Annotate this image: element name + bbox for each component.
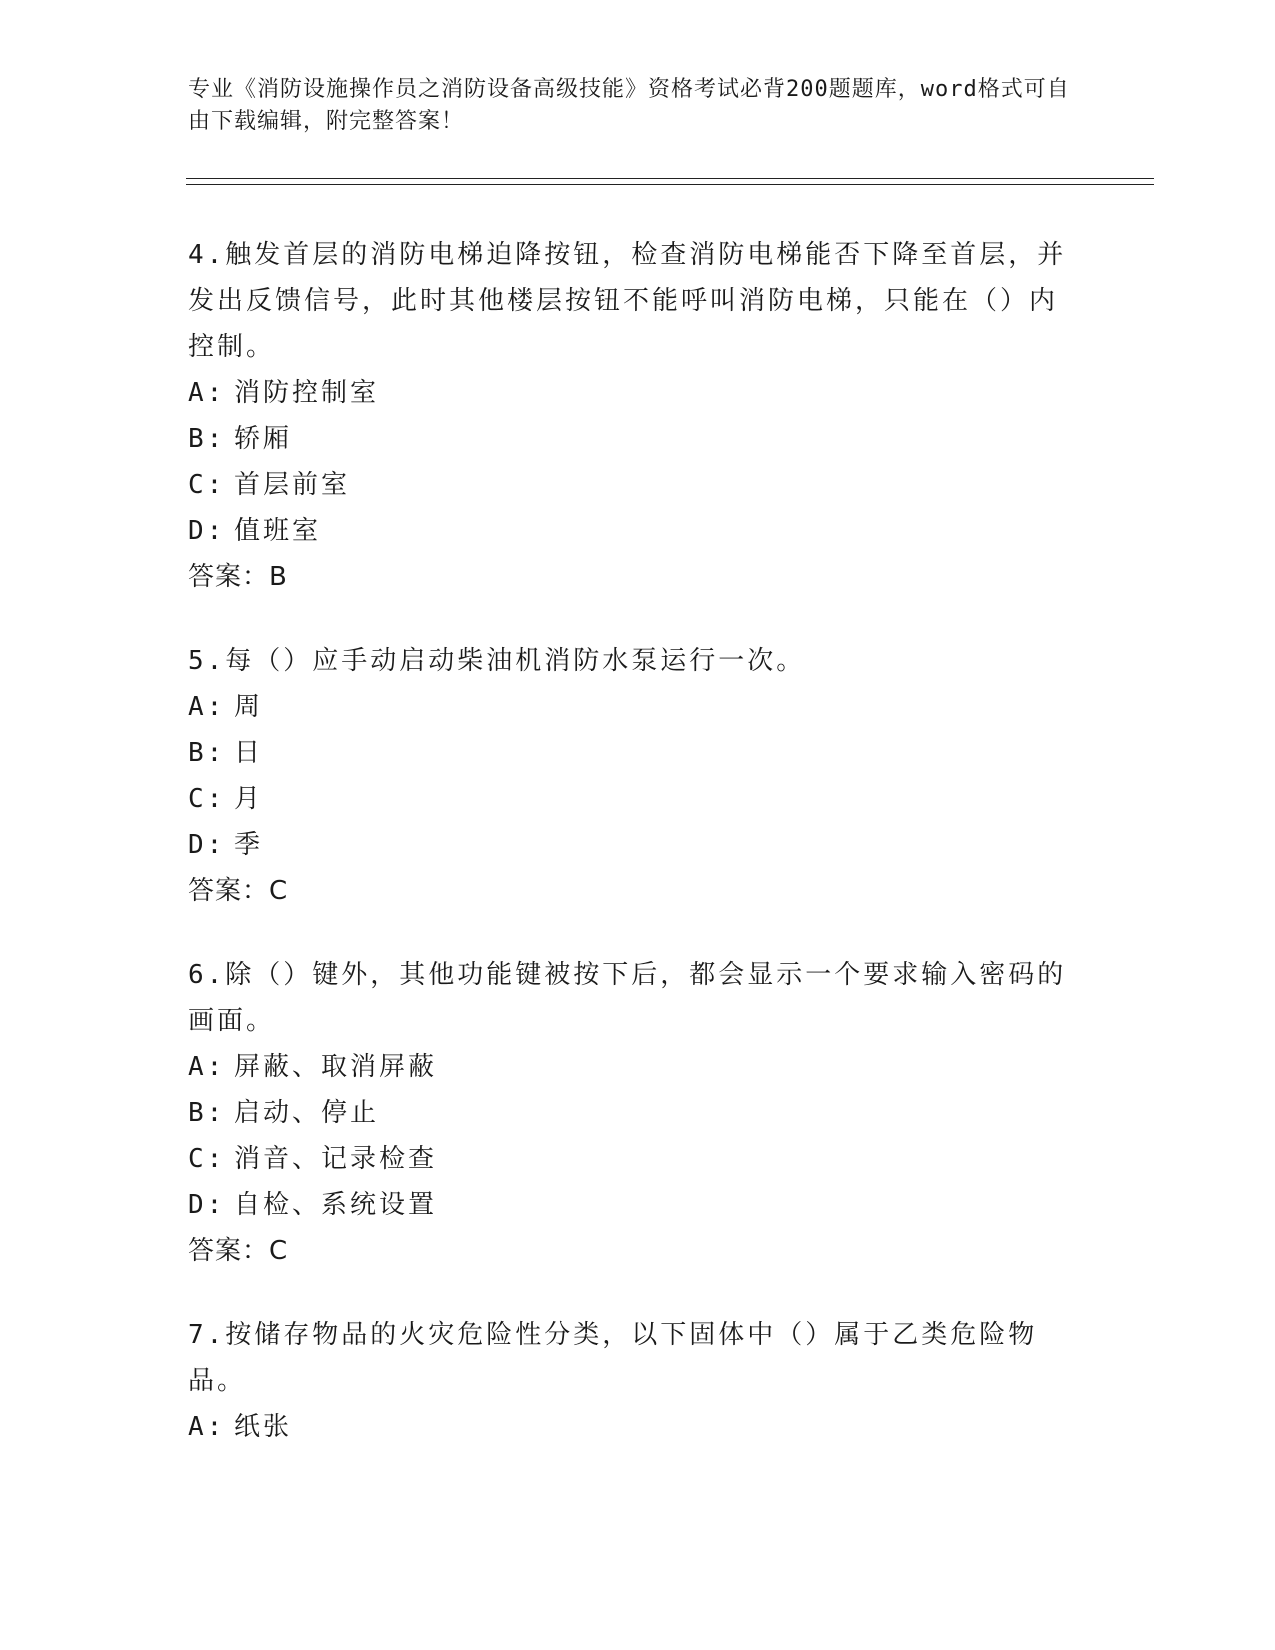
- option-text: 启动、停止: [234, 1098, 380, 1128]
- option-text: 首层前室: [234, 470, 351, 500]
- option-text: 消防控制室: [234, 378, 380, 408]
- document-header: 专业《消防设施操作员之消防设备高级技能》资格考试必背200题题库，word格式可自由下载编辑，附完整答案！: [188, 77, 1070, 134]
- option-text: 轿厢: [234, 424, 293, 454]
- option-a: [188, 1044, 1068, 1090]
- question-6: [188, 952, 1068, 1274]
- option-b: [188, 730, 1068, 776]
- option-b: [188, 1090, 1068, 1136]
- answer: 答案：B: [188, 562, 288, 592]
- option-a: [188, 1404, 1068, 1450]
- option-c: [188, 1136, 1068, 1182]
- question-5: [188, 638, 1068, 914]
- option-text: 屏蔽、取消屏蔽: [234, 1052, 438, 1082]
- header-divider-top: [186, 178, 1154, 179]
- option-a: [188, 370, 1068, 416]
- option-c: [188, 776, 1068, 822]
- option-label: D:: [188, 1190, 226, 1220]
- question-list: [188, 232, 1068, 1488]
- option-a: [188, 684, 1068, 730]
- option-d: [188, 1182, 1068, 1228]
- option-label: A:: [188, 1052, 226, 1082]
- question-4: [188, 232, 1068, 600]
- option-label: C:: [188, 470, 226, 500]
- option-text: 纸张: [234, 1412, 293, 1442]
- option-c: [188, 462, 1068, 508]
- question-text: 6.除（）键外，其他功能键被按下后，都会显示一个要求输入密码的画面。: [188, 960, 1067, 1036]
- option-label: C:: [188, 784, 226, 814]
- question-text: 5.每（）应手动启动柴油机消防水泵运行一次。: [188, 646, 806, 676]
- question-text: 7.按储存物品的火灾危险性分类，以下固体中（）属于乙类危险物品。: [188, 1320, 1038, 1396]
- option-text: 周: [234, 692, 264, 722]
- option-label: A:: [188, 1412, 226, 1442]
- answer: 答案：C: [188, 1236, 289, 1266]
- option-label: D:: [188, 516, 226, 546]
- option-label: B:: [188, 738, 226, 768]
- option-text: 日: [234, 738, 264, 768]
- question-7: [188, 1312, 1068, 1450]
- option-label: C:: [188, 1144, 226, 1174]
- option-b: [188, 416, 1068, 462]
- option-text: 季: [234, 830, 264, 860]
- option-text: 值班室: [234, 516, 322, 546]
- answer: 答案：C: [188, 876, 289, 906]
- option-d: [188, 822, 1068, 868]
- option-label: B:: [188, 424, 226, 454]
- option-text: 自检、系统设置: [234, 1190, 438, 1220]
- option-text: 月: [234, 784, 264, 814]
- option-label: A:: [188, 692, 226, 722]
- header-divider-bottom: [186, 184, 1154, 185]
- question-text: 4.触发首层的消防电梯迫降按钮，检查消防电梯能否下降至首层，并发出反馈信号，此时其他楼层按钮不能呼叫消防电梯，只能在（）内控制。: [188, 240, 1067, 362]
- option-d: [188, 508, 1068, 554]
- option-label: D:: [188, 830, 226, 860]
- option-text: 消音、记录检查: [234, 1144, 438, 1174]
- option-label: B:: [188, 1098, 226, 1128]
- option-label: A:: [188, 378, 226, 408]
